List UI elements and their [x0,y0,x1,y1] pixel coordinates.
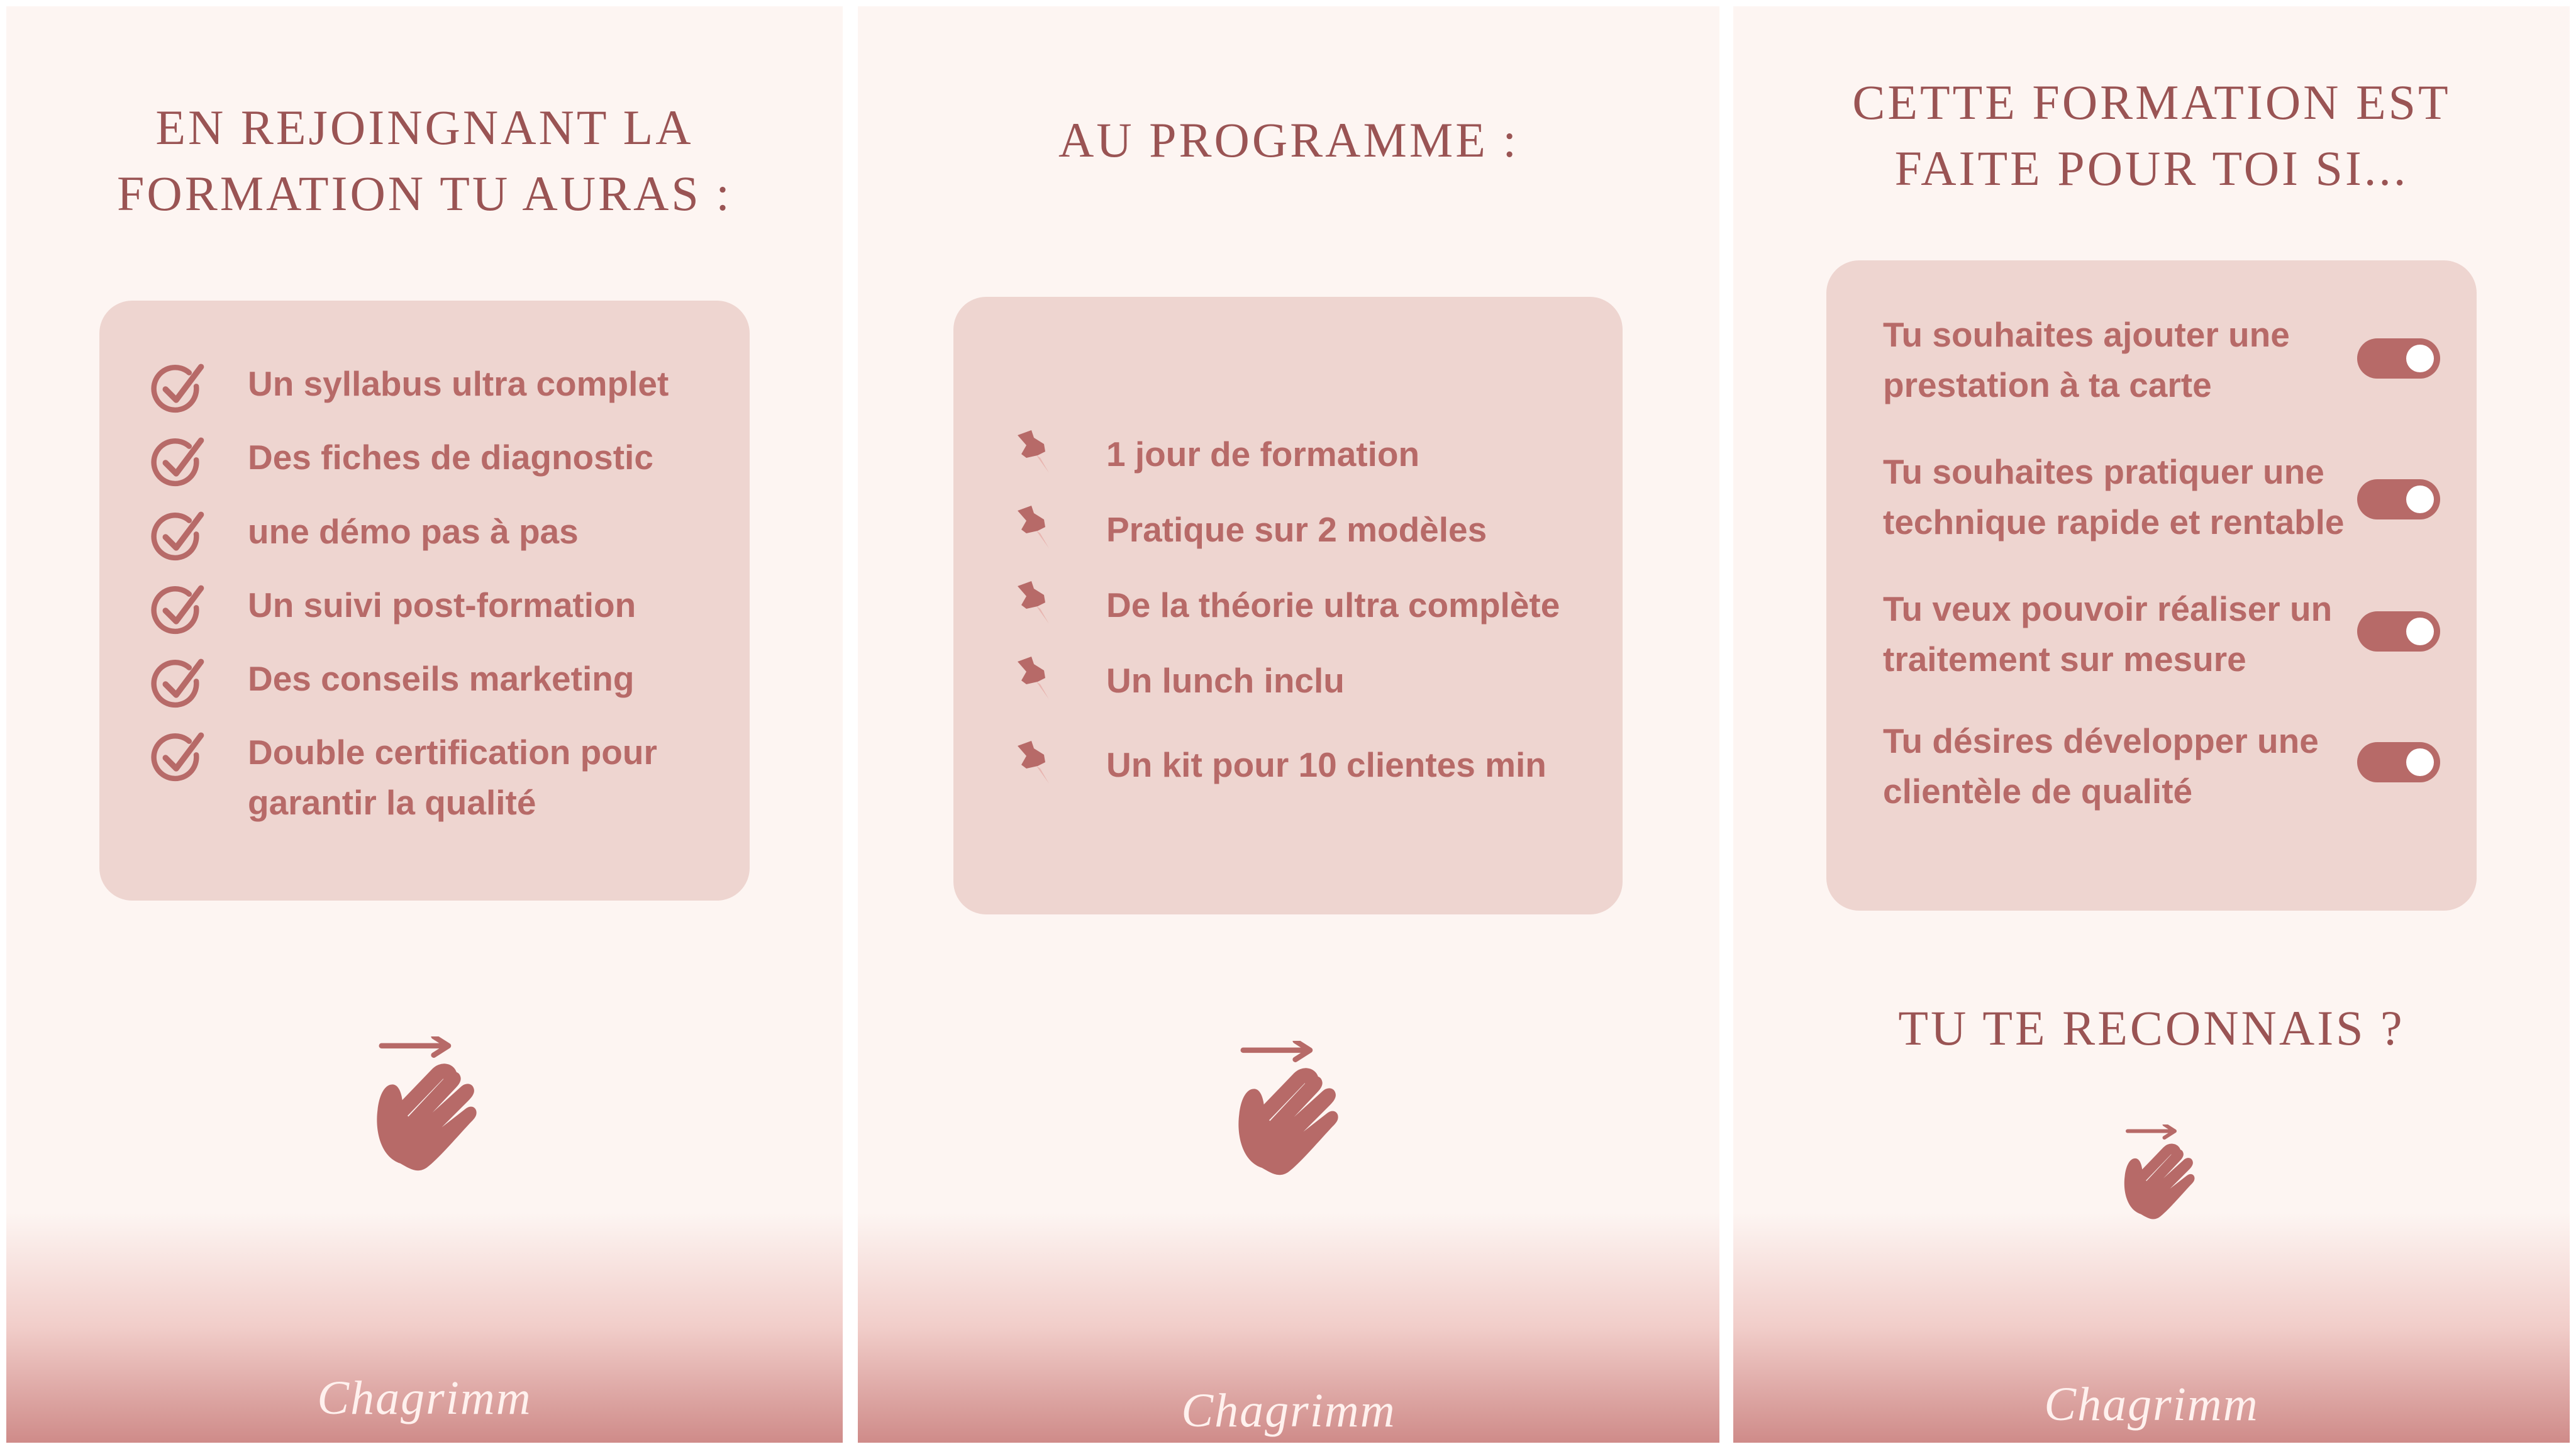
title-line-2: FAITE POUR TOI SI... [1894,141,2409,196]
swipe-right-hand-icon [1235,1041,1342,1201]
toggle-knob [2406,486,2434,513]
pushpin-icon [1013,504,1057,555]
brand-logo: Chagrimm [2044,1378,2259,1431]
list-item [1883,584,2332,684]
swipe-right-hand-icon [374,1036,480,1197]
list-item [248,727,657,828]
check-circle-icon [148,360,207,419]
list-item: Des conseils marketing [248,659,635,698]
list-item: Un kit pour 10 clientes min [1106,745,1546,784]
list-item-line: Tu désires développer une [1883,721,2319,760]
list-item: 1 jour de formation [1106,435,1420,474]
brand-logo: Chagrimm [317,1372,532,1424]
check-circle-icon [148,655,207,714]
list-item: Un lunch inclu [1106,661,1345,700]
list-item: Un syllabus ultra complet [248,364,669,403]
toggle-knob [2406,345,2434,372]
check-circle-icon [148,433,207,492]
swipe-right-hand-icon [2122,1124,2197,1238]
panel-benefits [6,6,843,1443]
list-item-line: Tu veux pouvoir réaliser un [1883,589,2333,628]
list-item: Des fiches de diagnostic [248,438,653,477]
check-circle-icon [148,728,207,787]
pushpin-icon [1013,655,1057,706]
panel-program [858,6,1719,1443]
toggle-knob [2406,618,2434,645]
toggle-switch[interactable] [2357,479,2440,519]
panel-title [1733,69,2570,201]
toggle-switch[interactable] [2357,611,2440,652]
list-item: Pratique sur 2 modèles [1106,510,1487,549]
list-item-line: prestation à ta carte [1883,365,2212,404]
pushpin-icon [1013,580,1057,630]
list-item: De la théorie ultra complète [1106,586,1560,625]
list-item [1883,309,2290,410]
title-line-2: FORMATION TU AURAS : [117,166,732,221]
list-item-line: Double certification pour [248,733,657,772]
list-item-line: clientèle de qualité [1883,772,2193,811]
panel-target-audience [1733,6,2570,1443]
list-item-line: Tu souhaites ajouter une [1883,315,2290,354]
check-circle-icon [148,581,207,640]
list-item-line: garantir la qualité [248,783,536,822]
list-item: une démo pas à pas [248,512,579,551]
list-item [1883,716,2319,816]
title-line-1: EN REJOINGNANT LA [155,100,694,155]
question-heading: TU TE RECONNAIS ? [1898,1001,2405,1055]
panel-title [6,94,843,226]
list-item: Un suivi post-formation [248,586,636,625]
toggle-switch[interactable] [2357,338,2440,379]
toggle-knob [2406,748,2434,776]
check-circle-icon [148,508,207,567]
list-item-line: traitement sur mesure [1883,640,2246,679]
pushpin-icon [1013,740,1057,790]
title-line-1: CETTE FORMATION EST [1852,75,2451,130]
panel-title: AU PROGRAMME : [1058,113,1519,167]
list-item-line: technique rapide et rentable [1883,502,2345,541]
brand-logo: Chagrimm [1181,1384,1396,1437]
toggle-switch[interactable] [2357,742,2440,782]
list-item [1883,447,2345,547]
list-item-line: Tu souhaites pratiquer une [1883,452,2324,491]
pushpin-icon [1013,429,1057,479]
